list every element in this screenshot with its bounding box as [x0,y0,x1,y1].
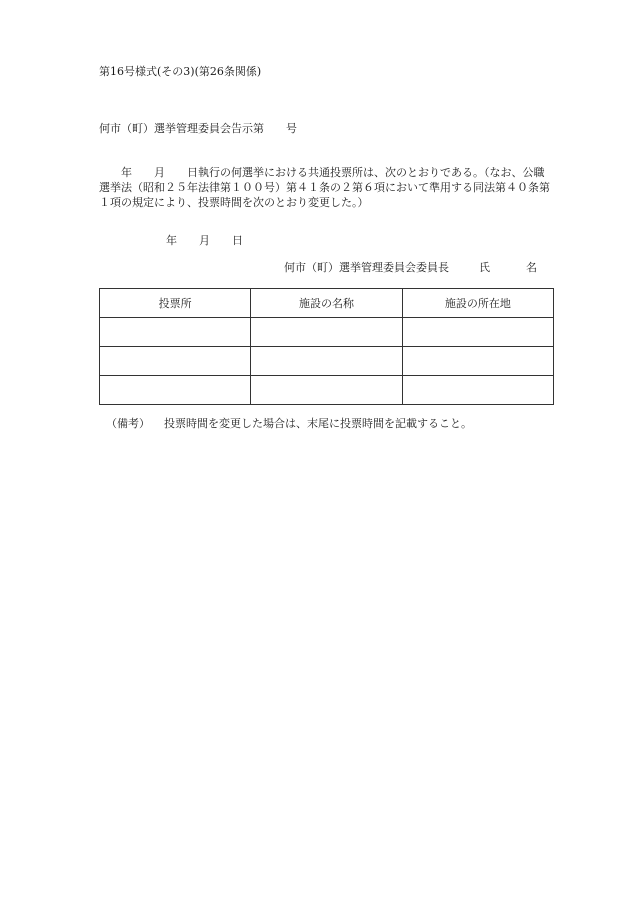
table-cell [402,376,553,405]
polling-stations-table [99,288,554,405]
date-year: 年 [166,234,177,247]
remarks-label: （備考） [106,417,150,430]
body-line-3: １項の規定により、投票時間を次のとおり変更した。） [99,196,369,209]
table-cell [251,347,402,376]
body-line-1 [99,165,549,180]
table-cell [402,347,553,376]
body-day-text: 日執行の何選挙における共通投票所は、次のとおりである。（なお、公職 [187,166,545,179]
body-line-2: 選挙法（昭和２５年法律第１００号）第４１条の２第６項において準用する同法第４０条第 [99,181,550,194]
date-month: 月 [199,234,210,247]
notice-body [99,165,549,210]
signature-title: 何市（町）選挙管理委員会委員長 [284,261,449,274]
header-polling-station: 投票所 [100,289,251,318]
notice-number [99,123,297,134]
table-row [100,318,554,347]
notice-number-suffix: 号 [286,122,297,135]
table-row [100,347,554,376]
header-facility-name: 施設の名称 [251,289,402,318]
table-cell [251,318,402,347]
table-header-row [100,289,554,318]
body-month: 月 [154,166,165,179]
table-row [100,376,554,405]
table-cell [251,376,402,405]
table-cell [100,347,251,376]
table-cell [402,318,553,347]
table-cell [100,318,251,347]
header-facility-address: 施設の所在地 [402,289,553,318]
remarks [106,418,472,429]
signature-surname: 氏 [479,261,490,274]
date-day: 日 [232,234,243,247]
signature-given-name: 名 [526,261,537,274]
table-cell [100,376,251,405]
remarks-text: 投票時間を変更した場合は、末尾に投票時間を記載すること。 [164,417,472,430]
body-year: 年 [121,166,132,179]
form-number: 第16号様式(その3)(第26条関係) [99,65,262,78]
notice-number-prefix: 何市（町）選挙管理委員会告示第 [99,122,264,135]
signature-line [284,262,537,273]
date-line [166,235,243,246]
